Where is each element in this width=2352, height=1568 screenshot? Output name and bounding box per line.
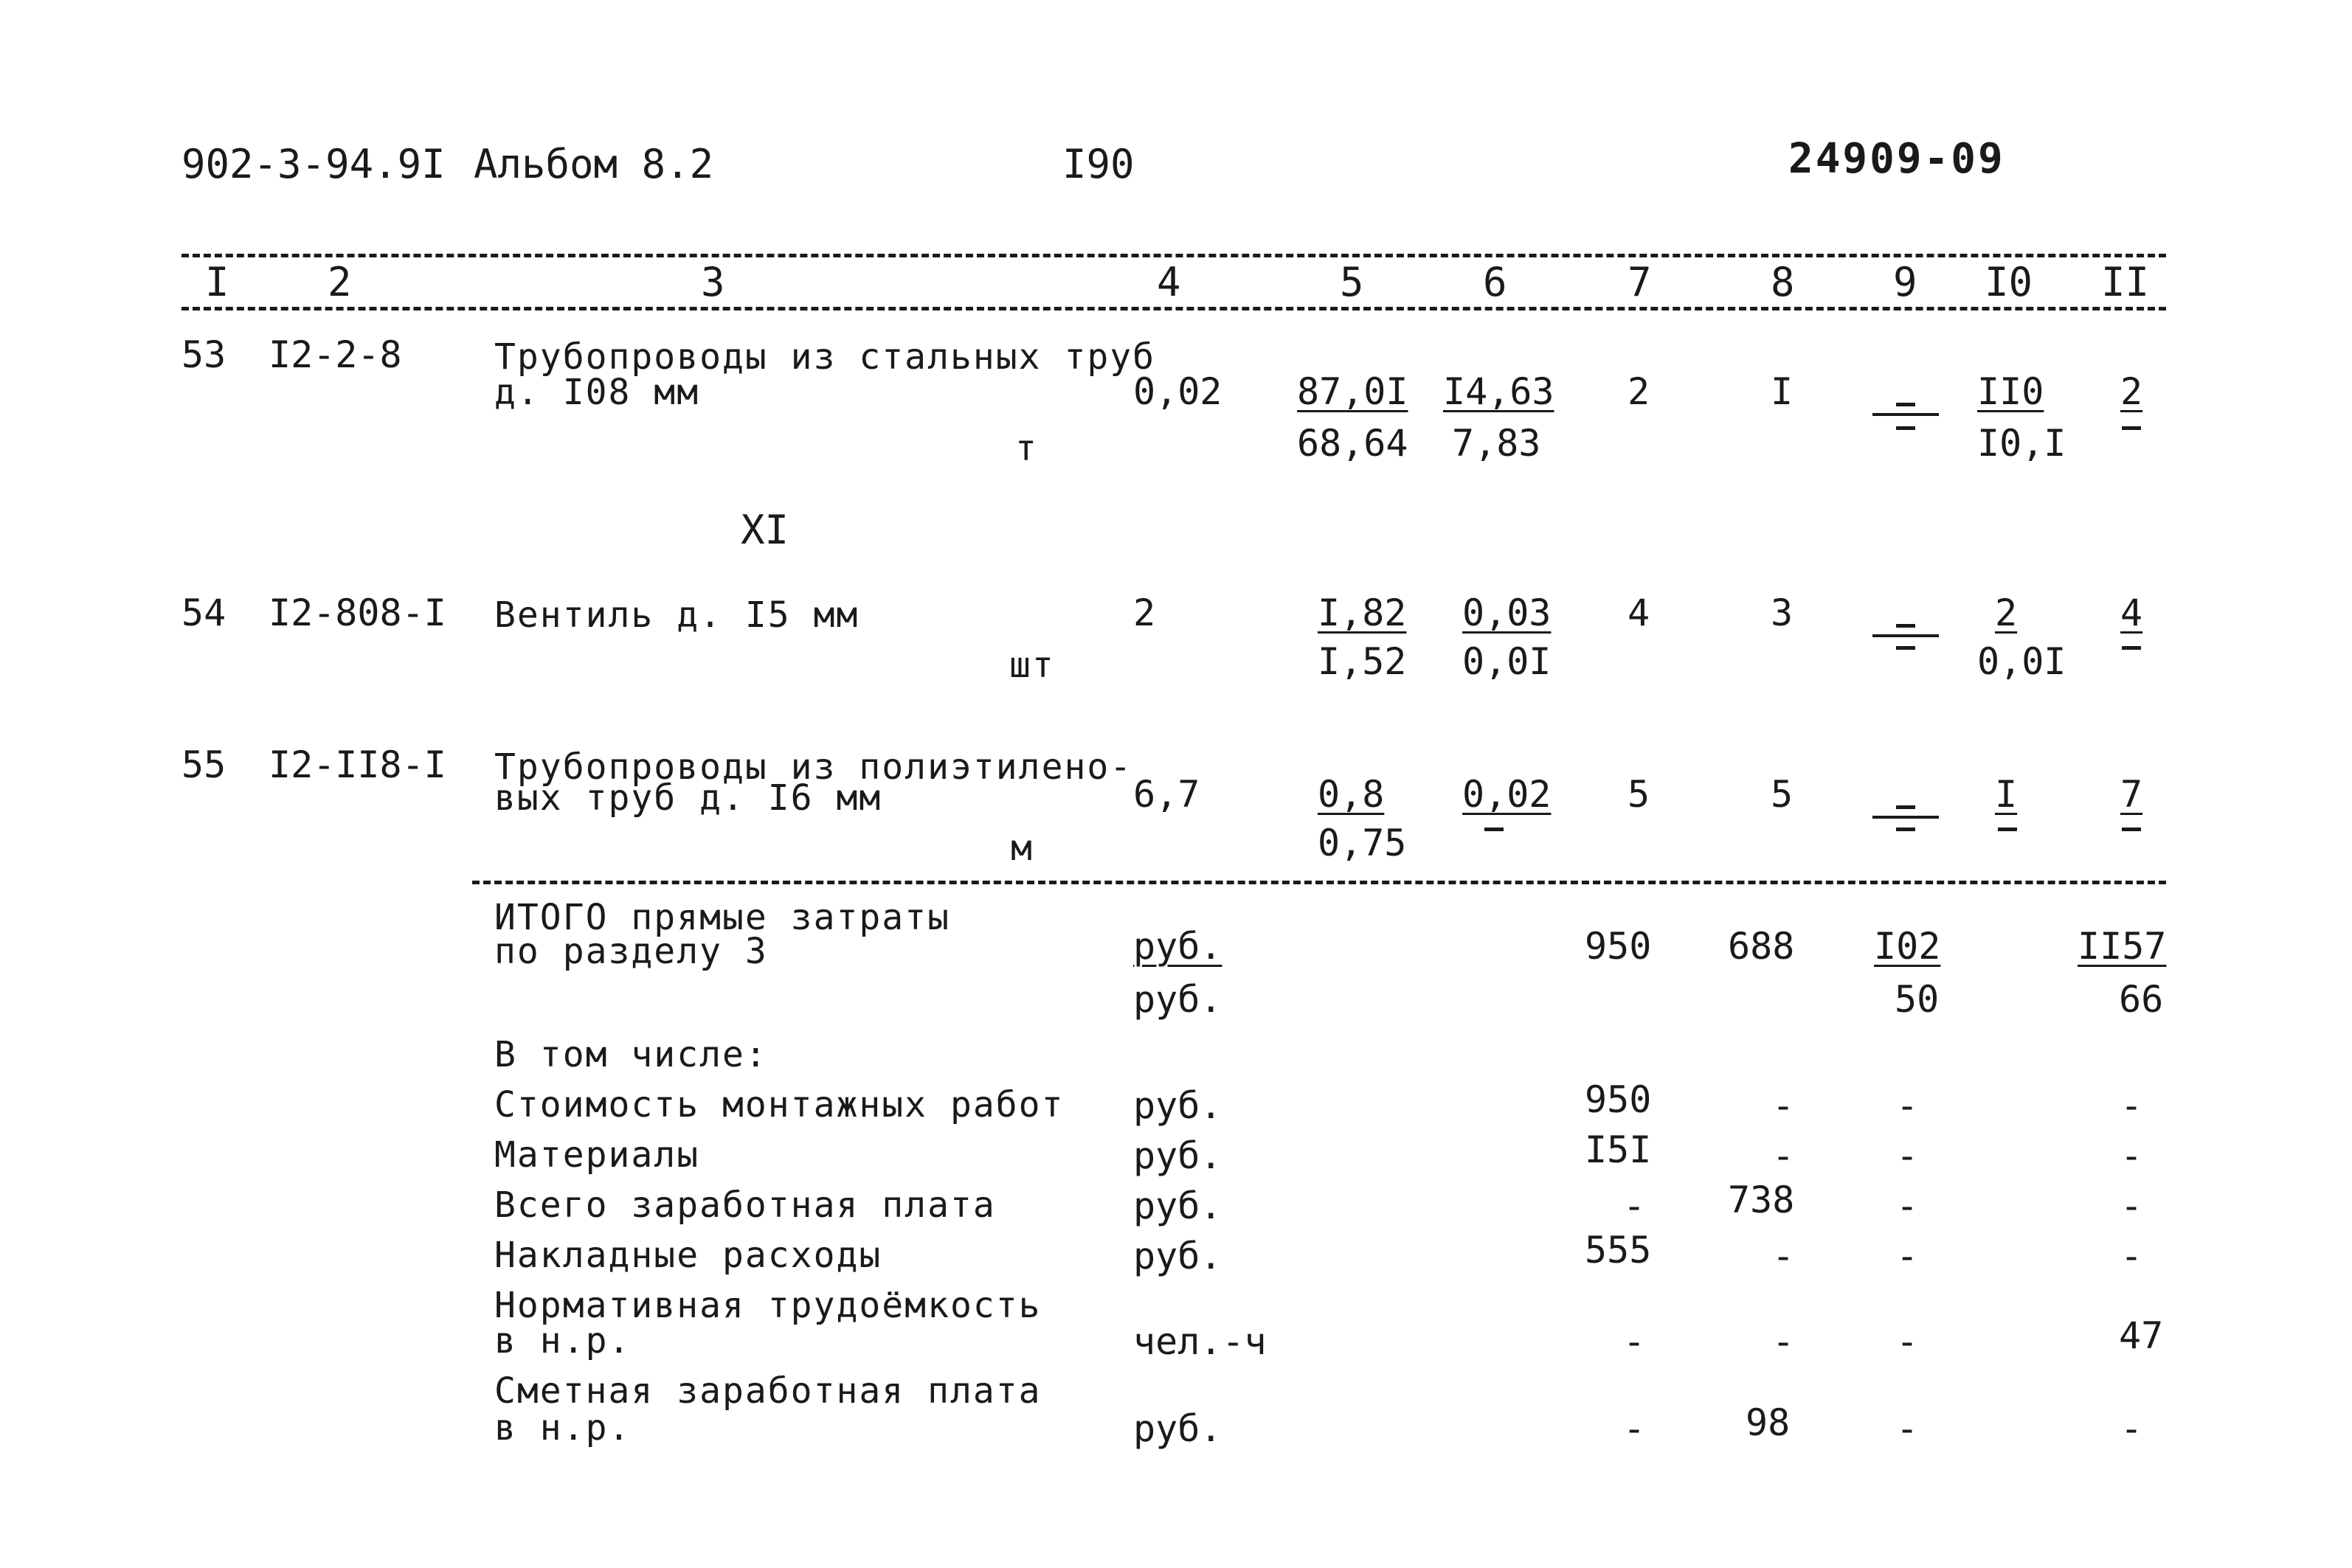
row-code: I2-II8-I xyxy=(269,743,446,786)
breakdown-label-line1: Нормативная трудоёмкость xyxy=(494,1285,1042,1326)
total-col8: 688 xyxy=(1728,925,1795,968)
cell-10-top: I xyxy=(1995,773,2018,816)
row-name-line1: Трубопроводы из стальных труб xyxy=(494,336,1156,378)
cell-8: 3 xyxy=(1771,592,1794,634)
cell-6-bottom: 0,0I xyxy=(1462,640,1552,683)
cell-6-top: I4,63 xyxy=(1443,370,1554,413)
cell-5-top: I,82 xyxy=(1318,592,1407,634)
totals-rule xyxy=(472,881,2166,884)
breakdown-col7: - xyxy=(1623,1320,1646,1363)
breakdown-col7: I5I xyxy=(1585,1128,1652,1171)
breakdown-col8: - xyxy=(1772,1134,1795,1177)
total-col11-bottom: 66 xyxy=(2119,978,2164,1021)
cell-5-bottom: 0,75 xyxy=(1318,822,1407,864)
total-label-line2: по разделу 3 xyxy=(494,931,768,972)
breakdown-col9: - xyxy=(1896,1134,1919,1177)
cell-6-top: 0,03 xyxy=(1462,592,1552,634)
row-unit: шт xyxy=(1009,645,1055,686)
cell-9-bottom-dash xyxy=(1896,426,1915,430)
column-header-2: 2 xyxy=(328,259,352,305)
breakdown-label-line2: в н.р. xyxy=(494,1320,632,1361)
cell-8: I xyxy=(1771,370,1794,413)
cell-11-bottom-dash xyxy=(2122,426,2141,430)
breakdown-col7: - xyxy=(1623,1184,1646,1227)
cell-9-top-dash xyxy=(1896,403,1915,406)
cell-7: 2 xyxy=(1628,370,1650,413)
section-label: XI xyxy=(741,507,789,553)
breakdown-col11: - xyxy=(2120,1235,2143,1277)
cell-9-fraction-bar xyxy=(1872,413,1939,416)
row-number: 55 xyxy=(181,743,226,786)
row-unit: м xyxy=(1011,828,1034,869)
breakdown-label-line2: в н.р. xyxy=(494,1407,632,1449)
breakdown-label: Стоимость монтажных работ xyxy=(494,1084,1065,1125)
cell-8: 5 xyxy=(1771,773,1794,816)
row-name-line1: Трубопроводы из полиэтилено- xyxy=(494,746,1133,788)
row-number: 54 xyxy=(181,592,226,634)
cell-5-bottom: I,52 xyxy=(1318,640,1407,683)
cell-11-bottom-dash xyxy=(2122,646,2141,650)
breakdown-unit: руб. xyxy=(1133,1235,1222,1277)
cell-11-bottom-dash xyxy=(2122,828,2141,831)
breakdown-col11: - xyxy=(2120,1084,2143,1127)
breakdown-col9: - xyxy=(1896,1235,1919,1277)
row-code: I2-2-8 xyxy=(269,333,402,376)
breakdown-col7: 950 xyxy=(1585,1078,1652,1121)
column-header-11: II xyxy=(2101,259,2150,305)
row-unit: т xyxy=(1015,428,1038,469)
header-bottom-rule xyxy=(181,307,2166,311)
breakdown-label: Накладные расходы xyxy=(494,1235,882,1276)
breakdown-col9: - xyxy=(1896,1184,1919,1227)
breakdown-header: В том числе: xyxy=(494,1034,768,1075)
document-number: 24909-09 xyxy=(1788,135,2005,183)
row-quantity: 6,7 xyxy=(1133,773,1200,816)
total-col7: 950 xyxy=(1585,925,1652,968)
cell-6-bottom: 7,83 xyxy=(1452,422,1541,465)
column-header-3: 3 xyxy=(701,259,725,305)
breakdown-unit: руб. xyxy=(1133,1134,1222,1177)
row-number: 53 xyxy=(181,333,226,376)
cell-7: 5 xyxy=(1628,773,1650,816)
breakdown-label: Материалы xyxy=(494,1134,700,1176)
total-col11-top: II57 xyxy=(2078,925,2167,968)
breakdown-col8: - xyxy=(1772,1320,1795,1363)
cell-6-bottom-dash xyxy=(1484,828,1504,831)
cell-9-bottom-dash xyxy=(1896,828,1915,831)
breakdown-col7: - xyxy=(1623,1407,1646,1450)
column-header-9: 9 xyxy=(1893,259,1917,305)
breakdown-col11: - xyxy=(2120,1184,2143,1227)
total-unit-bottom: руб. xyxy=(1133,978,1222,1021)
breakdown-col8: - xyxy=(1772,1084,1795,1127)
cell-10-bottom: I0,I xyxy=(1977,422,2066,465)
total-unit-top: руб. xyxy=(1133,925,1222,968)
cell-9-fraction-bar xyxy=(1872,634,1939,637)
cell-9-top-dash xyxy=(1896,805,1915,809)
header-top-rule xyxy=(181,254,2166,257)
row-name-line1: Вентиль д. I5 мм xyxy=(494,594,859,636)
cell-10-bottom-dash xyxy=(1998,828,2017,831)
breakdown-col9: - xyxy=(1896,1084,1919,1127)
page-number: I90 xyxy=(1062,141,1135,187)
album-label: Альбом 8.2 xyxy=(474,141,714,187)
column-header-10: I0 xyxy=(1985,259,2033,305)
breakdown-col7: 555 xyxy=(1585,1229,1652,1272)
column-header-5: 5 xyxy=(1340,259,1364,305)
breakdown-col11: - xyxy=(2120,1134,2143,1177)
total-label-line1: ИТОГО прямые затраты xyxy=(494,897,950,938)
row-name-line2: вых труб д. I6 мм xyxy=(494,777,882,819)
row-name-line2: д. I08 мм xyxy=(494,372,700,413)
cell-5-top: 0,8 xyxy=(1318,773,1385,816)
breakdown-col8: 98 xyxy=(1746,1401,1791,1444)
breakdown-col8: 738 xyxy=(1728,1179,1795,1221)
cell-11-top: 7 xyxy=(2120,773,2143,816)
breakdown-col9: - xyxy=(1896,1407,1919,1450)
doc-code: 902-3-94.9I xyxy=(181,141,446,187)
cell-9-top-dash xyxy=(1896,624,1915,628)
cell-11-top: 4 xyxy=(2120,592,2143,634)
cell-5-bottom: 68,64 xyxy=(1297,422,1408,465)
breakdown-label-line1: Сметная заработная плата xyxy=(494,1370,1042,1412)
cell-6-top: 0,02 xyxy=(1462,773,1552,816)
breakdown-unit: руб. xyxy=(1133,1184,1222,1227)
cell-7: 4 xyxy=(1628,592,1650,634)
cell-11-top: 2 xyxy=(2120,370,2143,413)
column-header-4: 4 xyxy=(1157,259,1181,305)
column-header-1: I xyxy=(205,259,229,305)
cell-9-bottom-dash xyxy=(1896,646,1915,650)
cell-10-top: II0 xyxy=(1977,370,2044,413)
row-quantity: 2 xyxy=(1133,592,1156,634)
cell-10-top: 2 xyxy=(1995,592,2018,634)
breakdown-col8: - xyxy=(1772,1235,1795,1277)
column-header-8: 8 xyxy=(1771,259,1795,305)
breakdown-unit: чел.-ч xyxy=(1133,1320,1267,1363)
row-code: I2-808-I xyxy=(269,592,446,634)
breakdown-col11: - xyxy=(2120,1407,2143,1450)
breakdown-col9: - xyxy=(1896,1320,1919,1363)
breakdown-unit: руб. xyxy=(1133,1084,1222,1127)
total-col9-top: I02 xyxy=(1874,925,1941,968)
cell-10-bottom: 0,0I xyxy=(1977,640,2066,683)
breakdown-col11: 47 xyxy=(2119,1314,2164,1357)
row-quantity: 0,02 xyxy=(1133,370,1222,413)
breakdown-label: Всего заработная плата xyxy=(494,1184,996,1226)
cell-9-fraction-bar xyxy=(1872,816,1939,819)
column-header-7: 7 xyxy=(1628,259,1652,305)
breakdown-unit: руб. xyxy=(1133,1407,1222,1450)
cell-5-top: 87,0I xyxy=(1297,370,1408,413)
total-col9-bottom: 50 xyxy=(1895,978,1940,1021)
column-header-6: 6 xyxy=(1483,259,1507,305)
